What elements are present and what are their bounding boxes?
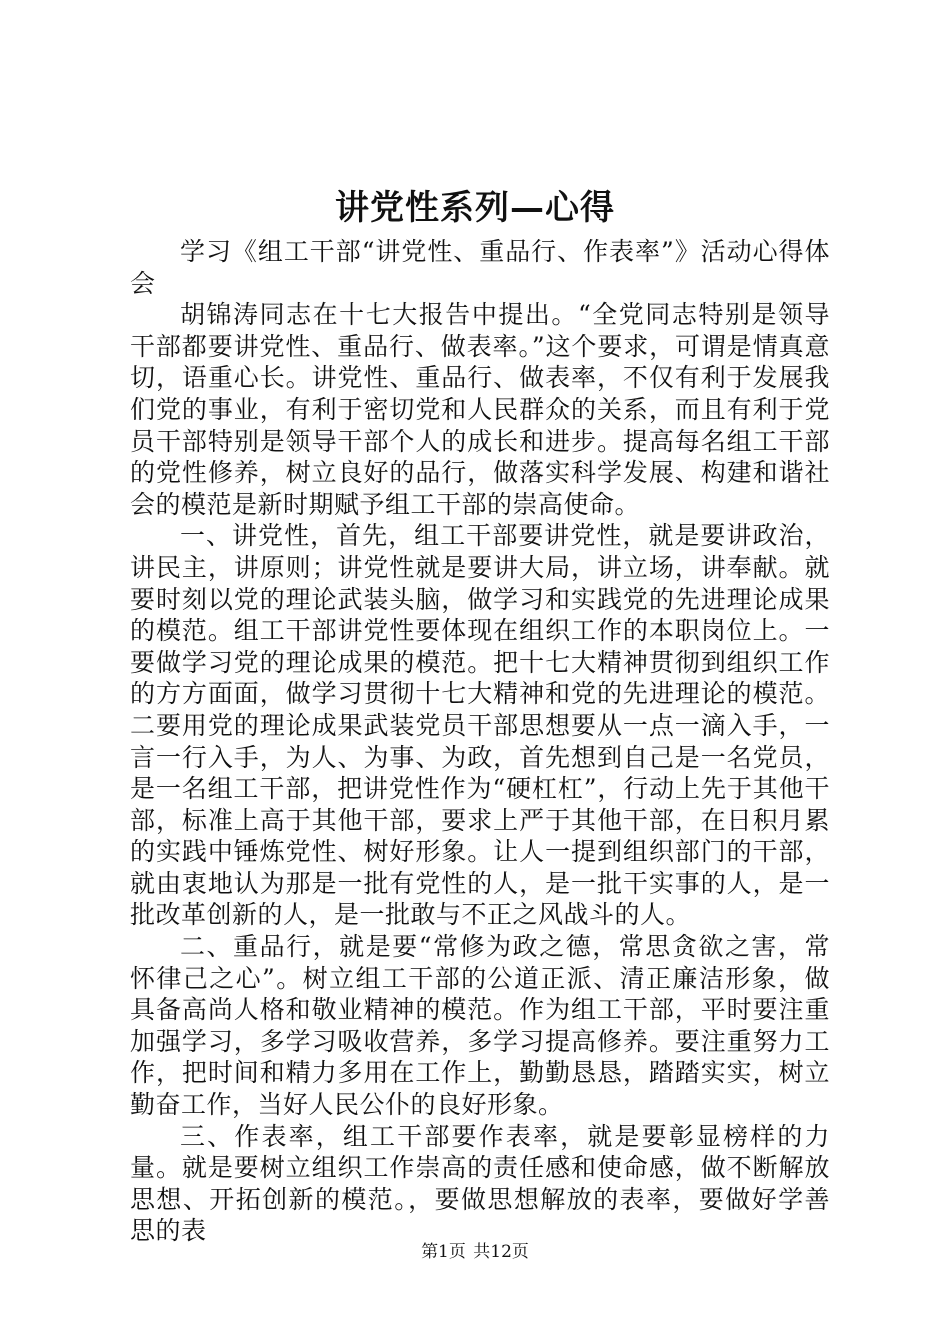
document-title: 讲党性系列—心得 [335,188,615,228]
paragraph-subtitle: 学习《组工干部“讲党性、重品行、作表率”》活动心得体会 [130,237,830,298]
paragraph-section-two: 二、重品行，就是要“常修为政之德，常思贪欲之害，常怀律己之心”。树立组工干部的公道正派、清正廉洁形象，做具备高尚人格和敬业精神的模范。作为组工干部，平时要注重加强学习，多学习吸收营养，多学习提高修养。要注重努力工作，把时间和精力多用在工作上，勤勤恳恳，踏踏实实，树立勤奋工作，当好人民公仆的良好形象。 [130,932,830,1120]
page-total: 共12页 [473,1242,529,1262]
document-body [130,236,830,1247]
page-number: 第1页 [421,1242,466,1262]
page-footer [0,1240,950,1264]
paragraph-section-one: 一、讲党性，首先，组工干部要讲党性，就是要讲政治，讲民主，讲原则；讲党性就是要讲大局，讲立场，讲奉献。就要时刻以党的理论武装头脑，做学习和实践党的先进理论成果的模范。组工干部讲党性要体现在组织工作的本职岗位上。一要做学习党的理论成果的模范。把十七大精神贯彻到组织工作的方方面面，做学习贯彻十七大精神和党的先进理论的模范。二要用党的理论成果武装党员干部思想要从一点一滴入手，一言一行入手，为人、为事、为政，首先想到自己是一名党员，是一名组工干部，把讲党性作为“硬杠杠”，行动上先于其他干部，标准上高于其他干部，要求上严于其他干部，在日积月累的实践中锤炼党性、树好形象。让人一提到组织部门的干部，就由衷地认为那是一批有党性的人，是一批干实事的人，是一批改革创新的人，是一批敢与不正之风战斗的人。 [130,521,830,930]
paragraph-section-three: 三、作表率，组工干部要作表率，就是要彰显榜样的力量。就是要树立组织工作崇高的责任感和使命感，做不断解放思想、开拓创新的模范。，要做思想解放的表率，要做好学善思的表 [130,1121,830,1246]
paragraph-intro: 胡锦涛同志在十七大报告中提出。“全党同志特别是领导干部都要讲党性、重品行、做表率。”这个要求，可谓是情真意切，语重心长。讲党性、重品行、做表率，不仅有利于发展我们党的事业，有利于密切党和人民群众的关系，而且有利于党员干部特别是领导干部个人的成长和进步。提高每名组工干部的党性修养，树立良好的品行，做落实科学发展、构建和谐社会的模范是新时期赋予组工干部的崇高使命。 [130,300,830,519]
